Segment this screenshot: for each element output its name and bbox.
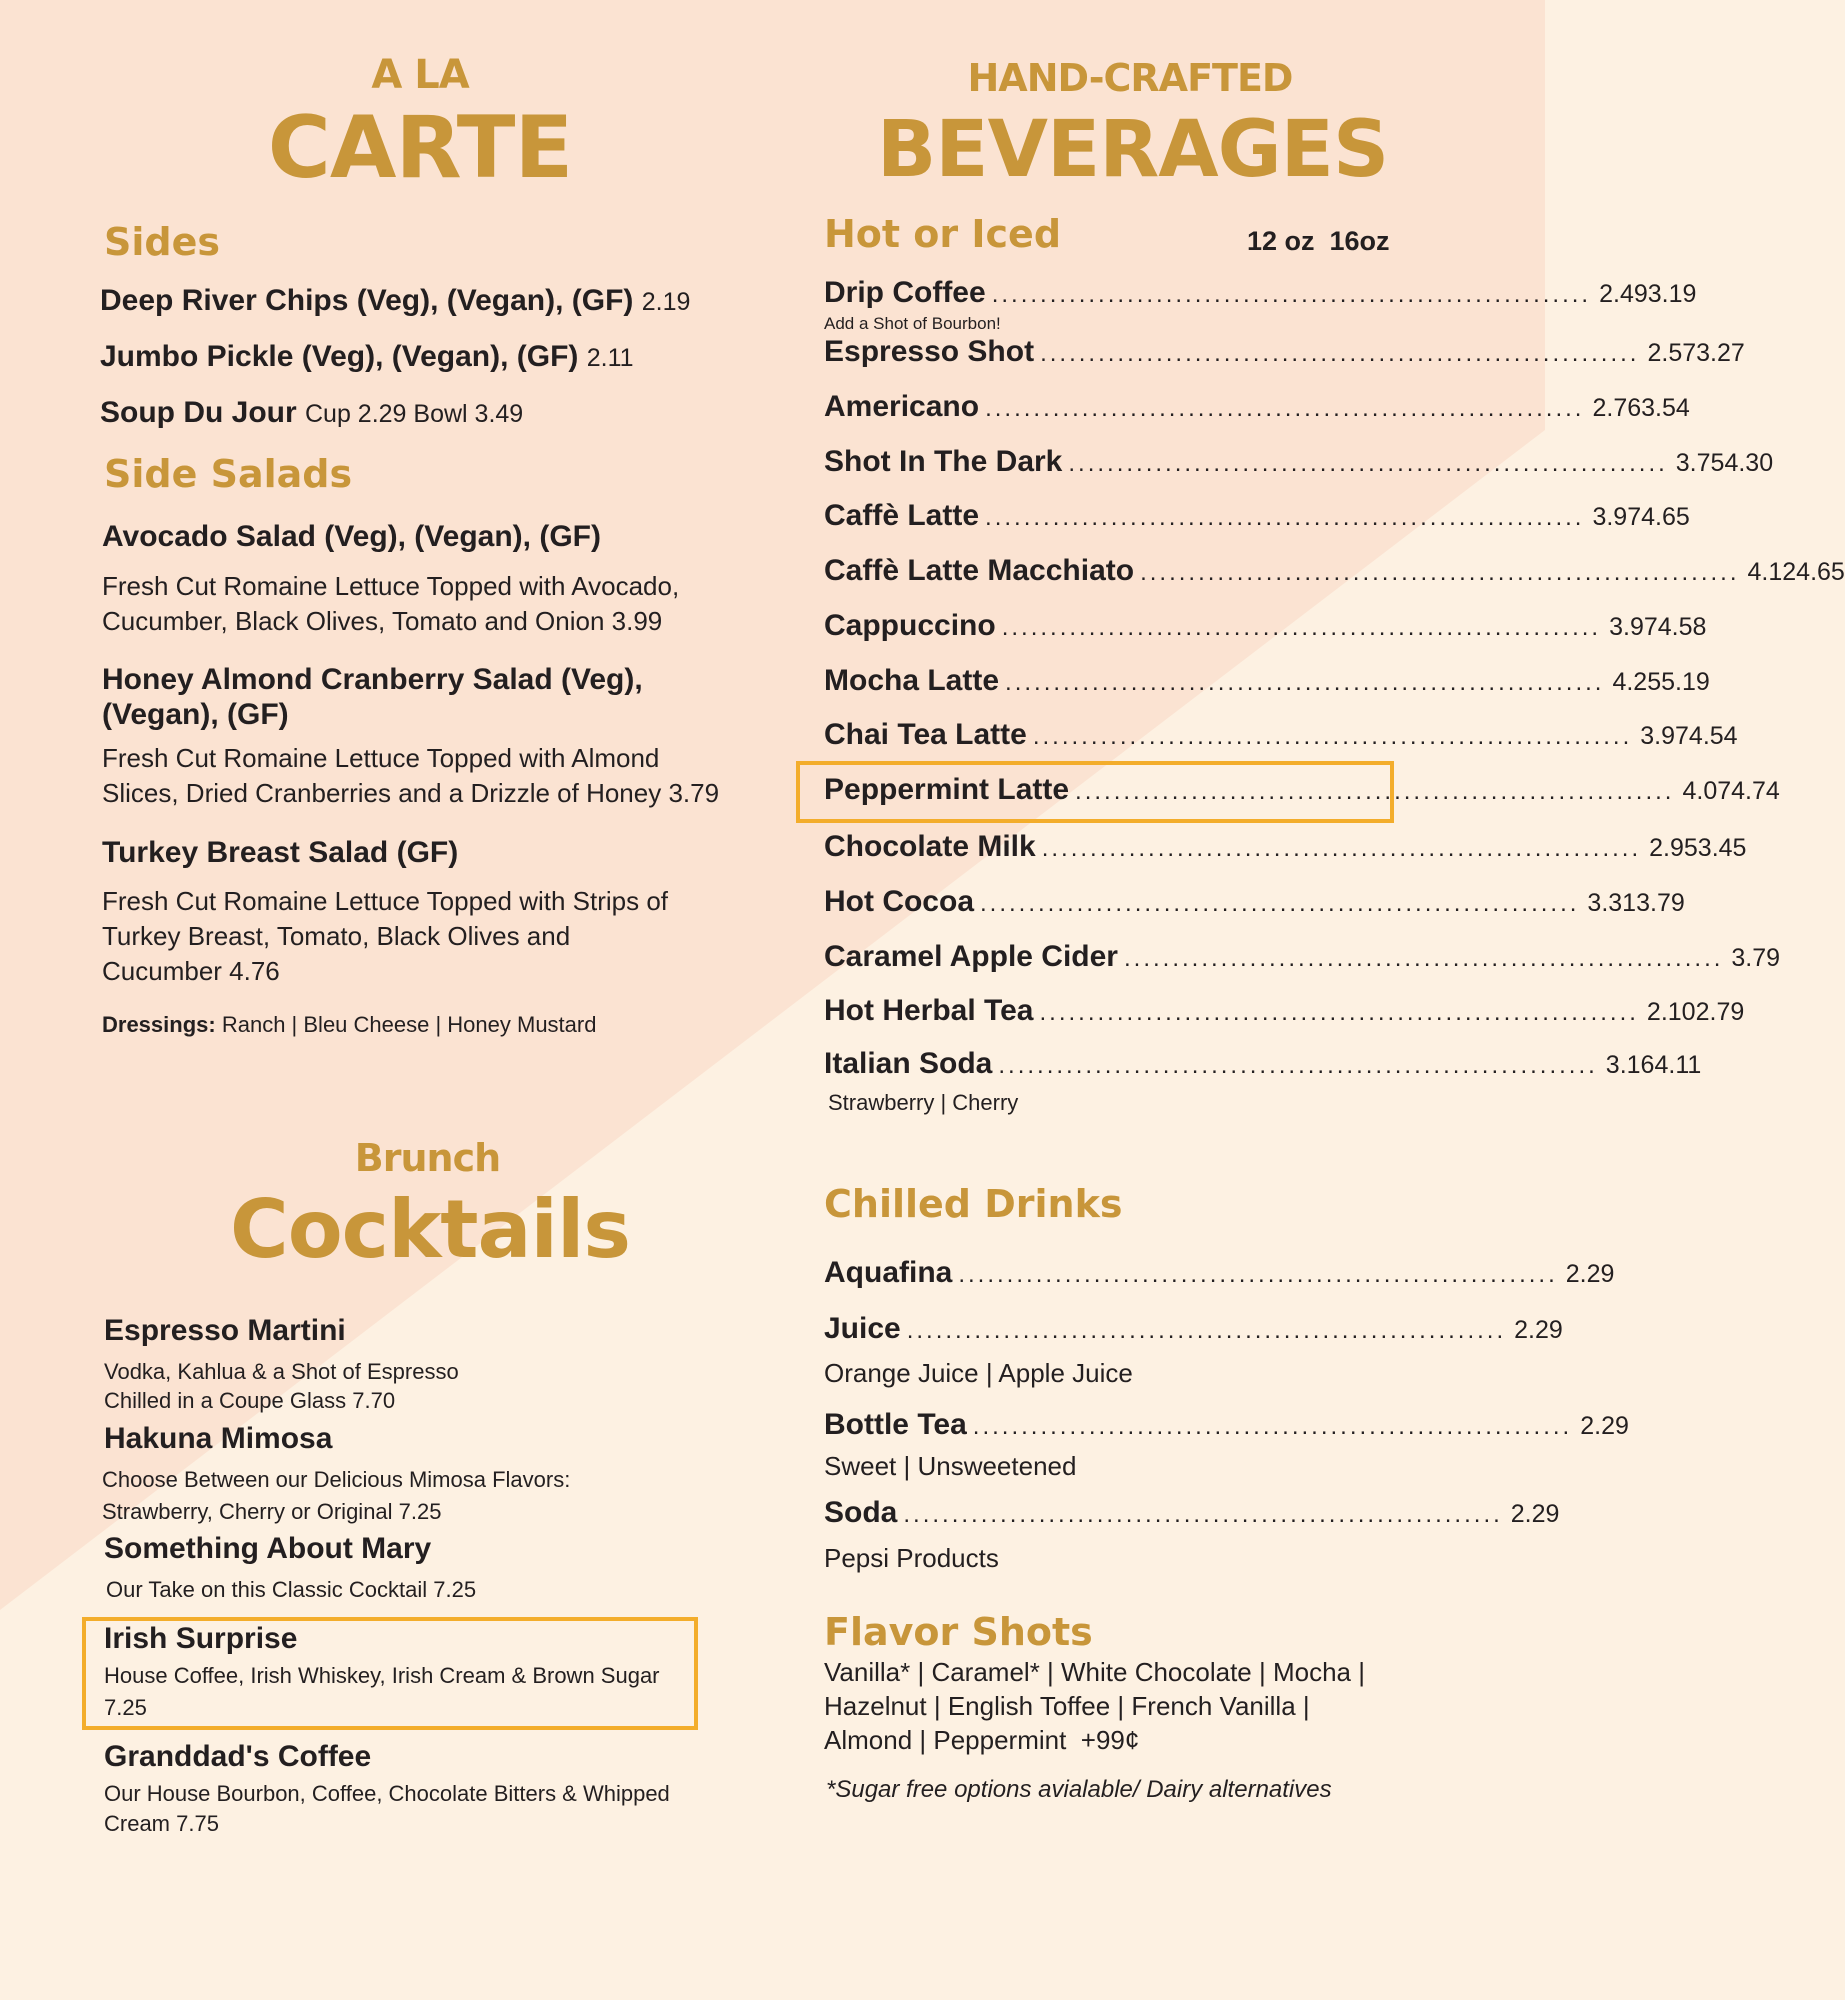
salad-name: Turkey Breast Salad (GF) [102, 836, 459, 869]
price-16oz: 2.79 [1695, 998, 1745, 1026]
price-16oz: 3.19 [1647, 280, 1697, 308]
salad-description-line: Fresh Cut Romaine Lettuce Topped with Strips of [102, 886, 669, 916]
price-12oz: 2.49 [1599, 280, 1648, 308]
cocktail-description [102, 1464, 570, 1528]
chilled-price: 2.29 [1565, 1260, 1615, 1288]
price-12oz: 2.10 [1646, 998, 1696, 1026]
side-item-name: Deep River Chips (Veg), (Vegan), (GF) [100, 284, 634, 317]
chilled-name: Soda [824, 1496, 898, 1529]
flavor-shots-line: Vanilla* | Caramel* | White Chocolate | Mocha | [824, 1657, 1365, 1687]
price-12oz: 3.75 [1675, 449, 1725, 477]
size-header: 12 oz 16oz [1247, 226, 1390, 256]
sides-heading: Sides [104, 220, 220, 264]
price-16oz: 3.79 [1731, 944, 1781, 972]
salad-description-line: Turkey Breast, Tomato, Black Olives and [102, 921, 571, 951]
beverage-row [824, 773, 1780, 813]
dot-leader: .............................................................. [985, 395, 1585, 422]
dot-leader: .............................................................. [991, 281, 1592, 308]
chilled-name: Juice [824, 1312, 901, 1345]
side-item-price: 2.19 [641, 288, 691, 316]
beverage-name: Italian Soda [824, 1047, 993, 1080]
price-12oz: 2.57 [1647, 339, 1697, 367]
beverage-name: Chocolate Milk [824, 830, 1036, 863]
salad-name-line: (Vegan), (GF) [102, 698, 289, 731]
cocktail-name: Granddad's Coffee [104, 1740, 372, 1773]
flavor-shots-heading: Flavor Shots [824, 1610, 1093, 1654]
dot-leader: .............................................................. [1005, 669, 1605, 696]
chilled-price: 2.29 [1580, 1412, 1629, 1440]
salad-name [102, 662, 643, 732]
beverage-name: Chai Tea Latte [824, 718, 1027, 751]
beverage-name: Peppermint Latte [824, 773, 1070, 806]
side-item-price: Cup 2.29 Bowl 3.49 [305, 400, 524, 428]
dot-leader: .............................................................. [958, 1261, 1558, 1288]
price-16oz: 3.79 [1636, 889, 1685, 917]
price-16oz: 5.19 [1661, 668, 1710, 696]
price-16oz: 4.65 [1796, 558, 1845, 586]
cocktail-name: Hakuna Mimosa [104, 1422, 333, 1455]
drip-coffee-note: Add a Shot of Bourbon! [824, 314, 1001, 333]
price-12oz: 3.97 [1640, 722, 1689, 750]
cocktail-description-line: 7.25 [104, 1695, 147, 1720]
cocktails-kicker: Brunch [354, 1136, 501, 1180]
price-12oz: 3.31 [1587, 889, 1637, 917]
salad-description [102, 884, 668, 989]
beverage-row [824, 499, 1690, 539]
beverage-name: Caffè Latte [824, 499, 980, 532]
dot-leader: .............................................................. [903, 1501, 1503, 1528]
side-item [100, 396, 523, 430]
chilled-price: 2.29 [1514, 1316, 1563, 1344]
cocktail-description [104, 1357, 459, 1415]
cocktail-description [104, 1779, 670, 1839]
cocktail-name: Espresso Martini [104, 1314, 346, 1347]
chilled-row [824, 1496, 1560, 1536]
chilled-note: Orange Juice | Apple Juice [824, 1358, 1133, 1388]
side-item-price: 2.11 [586, 344, 634, 372]
dressings-label: Dressings: [102, 1012, 216, 1037]
beverage-name: Hot Cocoa [824, 885, 974, 918]
cocktail-description [106, 1575, 476, 1604]
beverages-kicker: HAND-CRAFTED [967, 56, 1293, 100]
salad-description [102, 741, 719, 811]
price-16oz: 4.58 [1657, 613, 1707, 641]
price-12oz: 3.16 [1605, 1051, 1655, 1079]
salad-description-line: Cucumber 4.76 [102, 956, 280, 986]
chilled-drinks-heading: Chilled Drinks [824, 1182, 1123, 1226]
italian-soda-note: Strawberry | Cherry [828, 1090, 1019, 1115]
price-12oz: 4.25 [1612, 668, 1662, 696]
beverage-row [824, 830, 1747, 870]
price-16oz: 3.27 [1696, 339, 1745, 367]
beverage-name: Cappuccino [824, 609, 996, 642]
dot-leader: .............................................................. [1001, 614, 1602, 641]
a-la-carte-title: CARTE [267, 98, 573, 198]
dot-leader: .............................................................. [1032, 723, 1633, 750]
beverage-name: Mocha Latte [824, 664, 1000, 697]
cocktail-description-line: Our Take on this Classic Cocktail 7.25 [106, 1577, 477, 1602]
beverages-title: BEVERAGES [876, 105, 1389, 195]
chilled-name: Bottle Tea [824, 1408, 967, 1441]
dot-leader: .............................................................. [1140, 559, 1740, 586]
dot-leader: .............................................................. [1075, 778, 1675, 805]
chilled-name: Aquafina [824, 1256, 953, 1289]
beverage-row [824, 1047, 1702, 1087]
dot-leader: .............................................................. [980, 890, 1580, 917]
beverage-name: Hot Herbal Tea [824, 994, 1034, 1027]
salad-description [102, 569, 679, 639]
beverage-row [824, 609, 1707, 649]
dot-leader: .............................................................. [1041, 835, 1642, 862]
price-16oz: 4.30 [1724, 449, 1774, 477]
hot-or-iced-heading: Hot or Iced [824, 212, 1062, 256]
chilled-note: Sweet | Unsweetened [824, 1451, 1077, 1481]
dressings-line [102, 1012, 596, 1038]
dot-leader: .............................................................. [1068, 450, 1668, 477]
beverage-name: Caffè Latte Macchiato [824, 554, 1135, 587]
price-16oz: 4.74 [1731, 777, 1780, 805]
salad-name-line: Honey Almond Cranberry Salad (Veg), [102, 663, 643, 696]
beverage-row [824, 718, 1738, 758]
flavor-shots-footnote: *Sugar free options avialable/ Dairy alternatives [826, 1776, 1332, 1803]
beverage-name: Shot In The Dark [824, 445, 1063, 478]
cocktail-description [104, 1660, 660, 1724]
beverage-row [824, 554, 1845, 594]
cocktail-description-line: Choose Between our Delicious Mimosa Flavors: [102, 1467, 571, 1492]
beverage-row [824, 335, 1745, 375]
price-12oz: 2.76 [1592, 394, 1642, 422]
beverage-name: Drip Coffee [824, 276, 986, 309]
beverage-row [824, 445, 1774, 485]
dot-leader: .............................................................. [906, 1317, 1507, 1344]
flavor-shots-list [824, 1655, 1365, 1757]
side-item [100, 284, 690, 318]
beverage-name: Americano [824, 390, 980, 423]
salad-name: Avocado Salad (Veg), (Vegan), (GF) [102, 520, 601, 553]
dot-leader: .............................................................. [1123, 945, 1724, 972]
chilled-price: 2.29 [1510, 1500, 1560, 1528]
salad-description-line: Slices, Dried Cranberries and a Drizzle of Honey 3.79 [102, 778, 720, 808]
side-item-name: Soup Du Jour [100, 396, 297, 429]
cocktail-description-line: Vodka, Kahlua & a Shot of Espresso [104, 1359, 459, 1384]
chilled-row [824, 1408, 1629, 1448]
salad-description-line: Fresh Cut Romaine Lettuce Topped with Almond [102, 743, 660, 773]
flavor-shots-line: Hazelnut | English Toffee | French Vanilla | [824, 1691, 1310, 1721]
dot-leader: .............................................................. [972, 1413, 1573, 1440]
chilled-row [824, 1256, 1615, 1296]
beverage-row [824, 390, 1690, 430]
cocktails-title: Cocktails [230, 1183, 630, 1276]
cocktail-description-line: Strawberry, Cherry or Original 7.25 [102, 1499, 442, 1524]
cocktail-description-line: Our House Bourbon, Coffee, Chocolate Bitters & Whipped [104, 1781, 670, 1806]
chilled-row [824, 1312, 1563, 1352]
price-12oz: 4.07 [1682, 777, 1732, 805]
cocktail-description-line: House Coffee, Irish Whiskey, Irish Cream & Brown Sugar [104, 1663, 660, 1688]
cocktail-description-line: Chilled in a Coupe Glass 7.70 [104, 1388, 396, 1413]
side-item [100, 340, 634, 374]
chilled-note: Pepsi Products [824, 1543, 999, 1573]
cocktail-description-line: Cream 7.75 [104, 1811, 219, 1836]
flavor-shots-line: Almond | Peppermint +99¢ [824, 1725, 1140, 1755]
a-la-carte-kicker: A LA [371, 52, 469, 98]
beverage-row [824, 664, 1710, 704]
dot-leader: .............................................................. [1040, 340, 1640, 367]
price-16oz: 4.11 [1654, 1051, 1702, 1079]
price-16oz: 3.54 [1641, 394, 1690, 422]
dot-leader: .............................................................. [998, 1052, 1598, 1079]
price-12oz: 2.95 [1649, 834, 1698, 862]
side-salads-heading: Side Salads [104, 452, 353, 496]
beverage-row [824, 994, 1745, 1034]
price-16oz: 4.65 [1641, 503, 1690, 531]
cocktail-name: Something About Mary [104, 1532, 432, 1565]
beverage-row [824, 940, 1781, 980]
beverage-row [824, 276, 1697, 316]
dressings-list: Ranch | Bleu Cheese | Honey Mustard [221, 1012, 597, 1037]
salad-description-line: Fresh Cut Romaine Lettuce Topped with Avocado, [102, 571, 680, 601]
price-16oz: 3.45 [1697, 834, 1747, 862]
side-item-name: Jumbo Pickle (Veg), (Vegan), (GF) [100, 340, 579, 373]
beverage-name: Caramel Apple Cider [824, 940, 1118, 973]
dot-leader: .............................................................. [1039, 999, 1639, 1026]
price-16oz: 4.54 [1688, 722, 1738, 750]
dot-leader: .............................................................. [985, 504, 1585, 531]
price-12oz: 4.12 [1747, 558, 1797, 586]
beverage-name: Espresso Shot [824, 335, 1035, 368]
beverage-row [824, 885, 1685, 925]
cocktail-name: Irish Surprise [104, 1622, 298, 1655]
salad-description-line: Cucumber, Black Olives, Tomato and Onion 3.99 [102, 606, 663, 636]
price-12oz: 3.97 [1609, 613, 1658, 641]
price-12oz: 3.97 [1592, 503, 1642, 531]
